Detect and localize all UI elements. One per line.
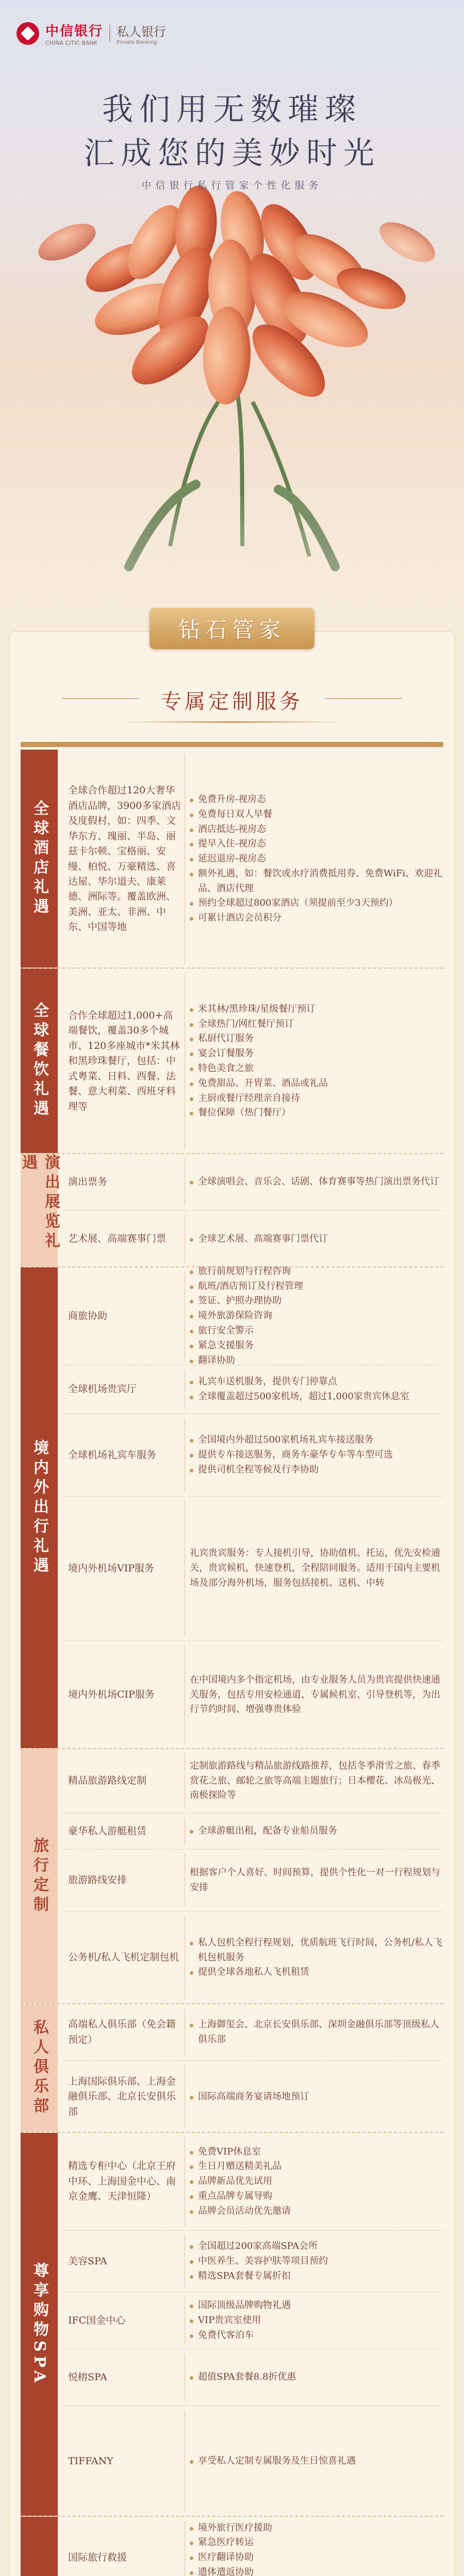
service-detail — [190, 1267, 443, 1365]
section-title: 专属定制服务 — [161, 690, 303, 714]
service-row — [63, 1211, 443, 1267]
benefit-item: 境外旅行医疗援助 — [190, 2521, 272, 2536]
service-group — [21, 1749, 443, 2004]
service-description: 在中国境内多个指定机场，由专业服务人员为贵宾提供快速通关服务，包括专用安检通道、专属候机室、引导登机等，为出行节约时间、增强尊贵体验 — [190, 1674, 440, 1715]
hero-subtitle: 中信银行私行管家个性化服务 — [141, 180, 323, 191]
service-detail — [190, 2293, 443, 2349]
service-detail — [190, 1814, 443, 1849]
service-row — [63, 1267, 443, 1365]
service-row — [63, 1911, 443, 2004]
title-underline — [121, 721, 343, 723]
benefit-list — [190, 2454, 356, 2469]
benefit-item: 全球热门/网红餐厅预订 — [190, 1017, 328, 1032]
benefit-item: 私厨代订服务 — [190, 1031, 328, 1046]
benefit-item: 遗体遣返协助 — [190, 2565, 272, 2576]
service-name: 高端私人俱乐部（免会籍预定） — [68, 2019, 176, 2045]
title-rule-right — [325, 698, 402, 699]
benefit-item: 全球游艇出租，配备专业船员服务 — [190, 1824, 337, 1839]
bank-name-en: CHINA CITIC BANK — [45, 40, 98, 46]
service-row — [63, 2349, 443, 2406]
benefit-list — [190, 2090, 309, 2105]
service-detail — [190, 1850, 443, 1911]
benefit-list — [190, 792, 443, 926]
benefit-item: 免费甜品、开胃菜、酒品或礼品 — [190, 1076, 328, 1091]
service-detail — [190, 2133, 443, 2230]
benefit-item: 礼宾车送机服务，提供专门停靠点 — [190, 1375, 409, 1389]
service-detail — [190, 1749, 443, 1813]
service-detail — [190, 969, 443, 1154]
service-detail — [190, 1365, 443, 1414]
group-label-text: 尊享购物SPA — [30, 2262, 48, 2387]
bank-name: 中信银行 — [45, 24, 104, 39]
group-label — [21, 750, 58, 968]
service-row — [63, 2231, 443, 2293]
group-label — [21, 2133, 58, 2516]
service-group — [21, 1154, 443, 1267]
service-detail — [190, 2406, 443, 2517]
service-name: TIFFANY — [68, 2455, 113, 2467]
benefit-item: 超值SPA套餐8.8折优惠 — [190, 2370, 296, 2385]
service-row — [63, 2061, 443, 2133]
benefit-item: 精选SPA套餐专属折扣 — [190, 2269, 328, 2284]
service-row — [63, 1749, 443, 1814]
benefit-item: 免费VIP休息室 — [190, 2145, 291, 2160]
benefit-item: 免费每日双人早餐 — [190, 807, 443, 822]
service-name: 全球合作超过120大奢华酒店品牌，3900多家酒店及度假村，如：四季、文华东方、瑰丽、半岛、丽兹卡尔顿、宝格丽、安缦、柏悦、万豪精选、喜达屋、华尔道夫、康莱德、洲际等。覆盖欧洲、美洲、亚太、非洲、中东、中国等地 — [68, 785, 181, 933]
benefit-list — [190, 1433, 393, 1477]
diamond-butler-badge — [150, 608, 314, 649]
benefit-item: 全球演唱会、音乐会、话剧、体育赛事等热门演出票务代订 — [190, 1175, 439, 1190]
service-detail — [190, 1414, 443, 1496]
service-group — [21, 969, 443, 1154]
benefit-item: 翻译协助 — [190, 1353, 303, 1368]
benefit-list — [190, 2370, 296, 2385]
benefit-item: 米其林/黑珍珠/星级餐厅预订 — [190, 1002, 328, 1017]
service-description: 根据客户个人喜好、时间预算，提供个性化一对一行程规划与安排 — [190, 1867, 440, 1893]
benefit-item: 生日月赠送精美礼品 — [190, 2159, 291, 2174]
citic-logo-icon — [16, 22, 39, 45]
benefit-list — [190, 2521, 272, 2576]
benefit-list — [190, 2298, 291, 2343]
benefit-list — [190, 1232, 328, 1247]
service-row — [63, 2004, 443, 2061]
service-name: 公务机/私人飞机定制包机 — [68, 1952, 179, 1963]
service-name: 豪华私人游艇租赁 — [68, 1825, 147, 1837]
service-group — [21, 2133, 443, 2517]
service-name: 精选专柜中心（北京王府中环、上海国金中心、南京金鹰、天津恒隆） — [68, 2160, 176, 2202]
service-detail — [190, 1154, 443, 1210]
service-row — [63, 1365, 443, 1414]
group-label-text: 私人俱乐部 — [30, 2019, 48, 2117]
service-row — [63, 1497, 443, 1641]
benefit-item: 重点品牌专属导购 — [190, 2189, 291, 2204]
benefit-item: 宴会订餐服务 — [190, 1046, 328, 1061]
group-label — [21, 1154, 58, 1266]
benefit-item: 品牌新品优先试用 — [190, 2174, 291, 2189]
benefit-item: 国际顶级品牌购物礼遇 — [190, 2298, 291, 2313]
group-label — [21, 2004, 58, 2132]
benefit-list — [190, 1936, 443, 1980]
benefit-item: 特色美食之旅 — [190, 1061, 328, 1076]
private-banking-label-en: Private Banking — [117, 40, 157, 45]
service-row — [63, 1154, 443, 1211]
group-label — [21, 2517, 58, 2576]
hero-title-line1: 我们用无数璀璨 — [102, 92, 362, 128]
group-label-text: 演出展览礼遇 — [19, 1154, 60, 1252]
benefit-item: VIP贵宾室使用 — [190, 2313, 291, 2328]
service-name: 精品旅游路线定制 — [68, 1775, 147, 1787]
hero-title-line2: 汇成您的美妙时光 — [84, 135, 380, 172]
service-detail — [190, 1641, 443, 1749]
benefit-item: 可累计酒店会员积分 — [190, 911, 443, 926]
benefit-item: 额外礼遇，如：餐饮或水疗消费抵用券、免费WiFi、欢迎礼品、酒店代理 — [190, 867, 443, 896]
benefit-item: 旅行安全警示 — [190, 1324, 303, 1338]
benefit-item: 餐位保障（热门餐厅） — [190, 1106, 328, 1121]
service-description: 定制旅游路线与精品旅游线路推荐，包括冬季滑雪之旅、春季赏花之旅、邮轮之旅等高端主题旅行；日本樱花、冰岛极光、南极探险等 — [190, 1760, 440, 1801]
service-row — [63, 2517, 443, 2576]
benefit-item: 国际高端商务宴请场地预订 — [190, 2090, 309, 2105]
service-group — [21, 2004, 443, 2133]
benefit-list — [190, 1264, 303, 1368]
hero-banner — [0, 0, 464, 665]
benefit-item: 主厨或餐厅经理亲自接待 — [190, 1091, 328, 1106]
benefit-list — [190, 1002, 328, 1121]
group-label — [21, 1749, 58, 2003]
benefit-item: 私人包机全程行程规划，优质航班飞行时间，公务机/私人飞机包机服务 — [190, 1936, 443, 1965]
service-name: 全球机场礼宾车服务 — [68, 1449, 157, 1461]
benefit-item: 提早入住-视房态 — [190, 837, 443, 852]
service-name: 合作全球超过1,000+高端餐饮，覆盖30多个城市、120多座城市*米其林和黑珍珠餐厅，包括：中式粤菜、日料、西餐、法餐、意大利菜、西班牙料理等 — [68, 1009, 180, 1112]
service-detail — [190, 750, 443, 969]
service-detail — [190, 2061, 443, 2133]
service-detail — [190, 2349, 443, 2405]
logo-divider — [109, 25, 110, 42]
service-row — [63, 750, 443, 969]
service-description: 礼宾贵宾服务：专人接机引导，协助值机、托运，优先安检通关，贵宾候机，快速登机，全程陪同服务。适用于国内主要机场及部分海外机场，服务包括接机、送机、中转 — [190, 1548, 440, 1588]
benefit-item: 紧急支援服务 — [190, 1338, 303, 1353]
service-detail — [190, 2004, 443, 2060]
benefit-item: 提供司机全程等候及行李协助 — [190, 1463, 393, 1478]
benefit-item: 预约全球超过800家酒店（须提前至少3天预约） — [190, 896, 443, 911]
group-label-text: 全球餐饮礼遇 — [30, 1002, 48, 1120]
service-row — [63, 1850, 443, 1911]
group-label — [21, 969, 58, 1153]
table-top-bar — [21, 742, 443, 747]
service-row — [63, 1414, 443, 1497]
benefit-list — [190, 1375, 409, 1404]
benefit-list — [190, 1824, 337, 1839]
group-label-text: 境内外出行礼遇 — [30, 1439, 48, 1577]
service-name: 演出票务 — [68, 1176, 108, 1188]
benefit-item: 提供全球各地私人飞机租赁 — [190, 1965, 443, 1980]
service-name: 美容SPA — [68, 2255, 107, 2267]
benefit-item: 提供专车接送服务，商务车豪华专车等车型可选 — [190, 1448, 393, 1463]
service-detail — [190, 1497, 443, 1640]
benefit-item: 全国超过200家高端SPA会所 — [190, 2239, 328, 2254]
service-row — [63, 2133, 443, 2231]
benefit-list — [190, 1175, 439, 1190]
service-name: 境内外机场CIP服务 — [68, 1689, 155, 1701]
benefit-item: 酒店抵达-视房态 — [190, 822, 443, 837]
benefit-list — [190, 2145, 291, 2219]
badge-label: 钻石管家 — [178, 617, 286, 642]
service-row — [63, 2406, 443, 2517]
group-label — [21, 1267, 58, 1748]
service-detail — [190, 2517, 443, 2576]
service-row — [63, 1814, 443, 1850]
service-name: 悦榕SPA — [68, 2371, 107, 2383]
service-row — [63, 969, 443, 1154]
benefit-item: 全球覆盖超过500家机场，超过1,000家贵宾休息室 — [190, 1389, 409, 1404]
benefit-list — [190, 2239, 328, 2283]
benefit-item: 医疗翻译协助 — [190, 2550, 272, 2565]
group-label-text: 旅行定制 — [30, 1837, 48, 1916]
group-label-text: 全球酒店礼遇 — [30, 800, 48, 918]
service-detail — [190, 2231, 443, 2292]
service-name: 上海国际俱乐部、上海金融俱乐部、北京长安俱乐部 — [68, 2075, 176, 2117]
logo-bar — [16, 21, 166, 46]
service-row — [63, 1641, 443, 1749]
benefit-item: 享受私人定制专属服务及生日惊喜礼遇 — [190, 2454, 356, 2469]
benefit-item: 签证、护照办理协助 — [190, 1294, 303, 1309]
benefit-item: 全球艺术展、高端赛事门票代订 — [190, 1232, 328, 1247]
service-name: 旅游路线安排 — [68, 1874, 127, 1886]
service-name: IFC国金中心 — [68, 2314, 126, 2326]
service-group — [21, 750, 443, 969]
benefit-item: 品牌会员活动优先邀请 — [190, 2204, 291, 2219]
benefit-item: 紧急医疗转运 — [190, 2535, 272, 2550]
service-name: 商旅协助 — [68, 1310, 108, 1321]
service-detail — [190, 1911, 443, 2004]
benefit-item: 上海御玺会、北京长安俱乐部、深圳金融俱乐部等顶级私人俱乐部 — [190, 2018, 443, 2047]
benefit-item: 旅行前规划与行程咨询 — [190, 1264, 303, 1279]
service-name: 境内外机场VIP服务 — [68, 1562, 155, 1574]
service-name: 艺术展、高端赛事门票 — [68, 1233, 167, 1245]
benefit-item: 全国境内外超过500家机场礼宾车接送服务 — [190, 1433, 393, 1448]
benefit-list — [190, 2018, 443, 2047]
service-name: 国际旅行救援 — [68, 2551, 127, 2563]
benefit-item: 免费代客泊车 — [190, 2328, 291, 2343]
benefit-item: 境外旅游保险咨询 — [190, 1309, 303, 1324]
benefit-item: 中医养生、美容护肤等项目预约 — [190, 2254, 328, 2269]
service-detail — [190, 1211, 443, 1267]
private-banking-label: 私人银行 — [117, 25, 167, 39]
benefit-item: 延迟退房-视房态 — [190, 852, 443, 867]
service-group — [21, 1267, 443, 1749]
benefit-item: 免费升房-视房态 — [190, 792, 443, 807]
benefit-item: 航班/酒店预订及行程管理 — [190, 1279, 303, 1294]
service-group — [21, 2517, 443, 2576]
service-name: 全球机场贵宾厅 — [68, 1383, 137, 1395]
service-row — [63, 2293, 443, 2349]
